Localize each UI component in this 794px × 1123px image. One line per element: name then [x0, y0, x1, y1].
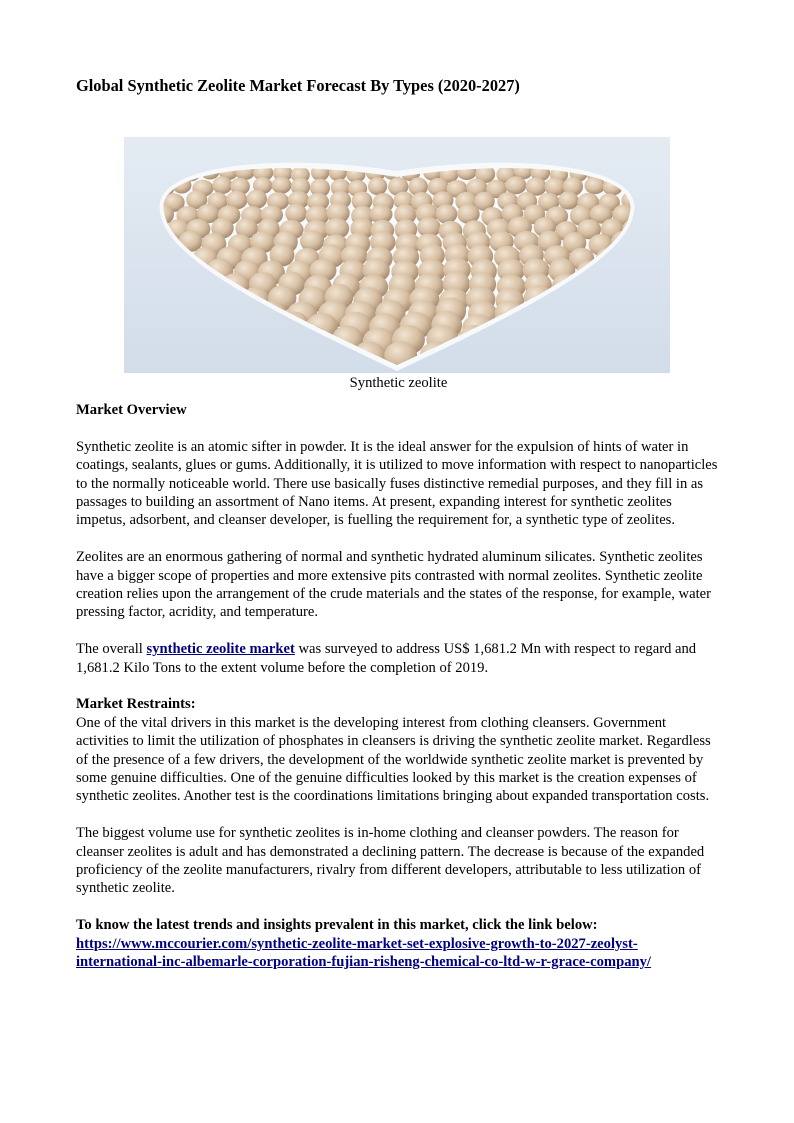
report-link-line-2	[76, 953, 721, 971]
paragraph-overview-2: Zeolites are an enormous gathering of normal and synthetic hydrated aluminum silicates. Synthetic zeolites have a bigger scope of properties and more extensive pits contrasted with normal zeolites. Synthetic zeolite creation relies upon the arrangement of the crude materials and the states of the response, for example, water pressing factor, acridity, and temperature.	[76, 549, 711, 621]
section-heading-restraints: Market Restraints:	[76, 696, 196, 713]
report-link-continued[interactable]: international-inc-albemarle-corporation-fujian-risheng-chemical-co-ltd-w-r-grace-company/	[76, 954, 651, 971]
page-title: Global Synthetic Zeolite Market Forecast By Types (2020-2027)	[76, 76, 520, 95]
synthetic-zeolite-market-link[interactable]: synthetic zeolite market	[146, 641, 295, 658]
zeolite-bead	[285, 204, 307, 223]
zeolite-bead	[212, 176, 232, 194]
paragraph-restraints-1: One of the vital drivers in this market is the developing interest from clothing cleansers. Government activities to limit the utilization of phosphates in cleansers is driving the synthetic zeolite market. Regardless of the presence of a few drivers, the development of the worldwide synthetic zeolite market is prevented by some genuine difficulties. One of the genuine difficulties looked by this market is the creation expenses of synthetic zeolites. Another test is the coordinations limitations bringing about expanded transportation costs.	[76, 714, 711, 805]
zeolite-beads-illustration	[124, 137, 670, 373]
zeolite-bead	[558, 192, 578, 210]
paragraph-overview-1: Synthetic zeolite is an atomic sifter in powder. It is the ideal answer for the expulsion of hints of water in coatings, sealants, glues or gums. Additionally, it is utilized to move information with respect to nanoparticles to the normally noticeable world. There use basically fuses distinctive remedial purposes, and they fill in as passages to building an assortment of Nano items. At present, expanding interest for synthetic zeolites impetus, adsorbent, and cleanser developer, is fuelling the requirement for, a synthetic type of zeolites.	[76, 438, 718, 529]
paragraph-overview-3	[76, 640, 721, 677]
paragraph-text: The overall	[76, 641, 147, 658]
paragraph-restraints-2: The biggest volume use for synthetic zeolites is in-home clothing and cleanser powders. The reason for cleanser zeolites is adult and has demonstrated a declining pattern. The decrease is because of the expanded proficiency of the zeolite manufacturers, rivalry from different developers, attributable to less utilization of synthetic zeolite.	[76, 825, 705, 897]
section-heading-overview: Market Overview	[76, 402, 187, 418]
paragraph-text: was surveyed to address US$ 1,681.2 Mn with respect to regard and 1,681.2 Kilo Tons to the extent volume before the completion of 2019.	[76, 641, 697, 676]
report-link[interactable]: https://www.mccourier.com/synthetic-zeolite-market-set-explosive-growth-to-2027-zeolyst-	[76, 935, 638, 952]
article-body	[76, 401, 721, 972]
call-to-action-text: To know the latest trends and insights prevalent in this market, click the link below:	[76, 917, 598, 934]
zeolite-bead	[436, 204, 458, 223]
zeolite-bead	[272, 177, 292, 194]
zeolite-bead	[247, 190, 267, 209]
report-link-line-1	[76, 935, 721, 953]
zeolite-bead	[505, 176, 526, 194]
figure-caption: Synthetic zeolite	[349, 375, 448, 391]
zeolite-bead	[368, 177, 387, 195]
zeolite-beads-image	[124, 137, 670, 373]
